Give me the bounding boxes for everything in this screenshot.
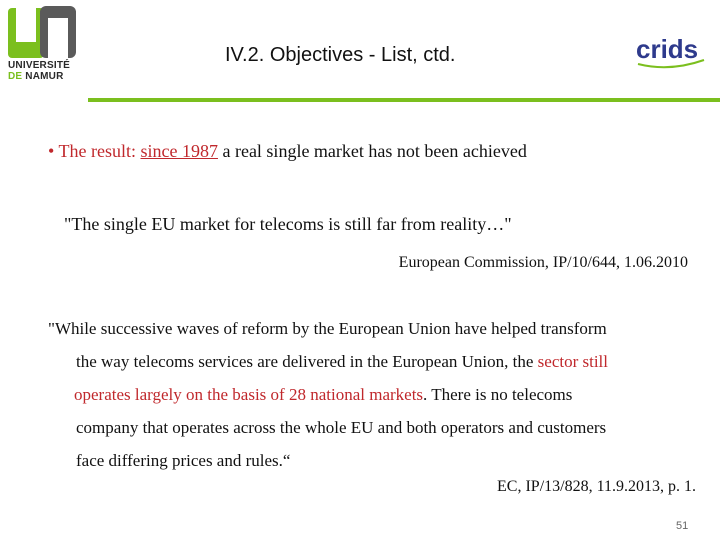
crids-logo-text: crids <box>636 34 699 64</box>
quote-ec <box>48 312 688 477</box>
quote-ec-source: EC, IP/13/828, 11.9.2013, p. 1. <box>497 478 696 495</box>
universite-namur-logo <box>6 4 80 88</box>
crids-logo <box>634 30 708 70</box>
result-bullet <box>48 141 527 162</box>
header-divider <box>88 98 720 102</box>
quote-ec-line-5: face differing prices and rules.“ <box>76 451 291 470</box>
quote-ec-line-2 <box>48 345 688 378</box>
quote-ec-line-3b: . There is no telecoms <box>423 385 573 404</box>
bullet-underlined: since 1987 <box>140 141 218 161</box>
quote-ec-line-4: company that operates across the whole EU and both operators and customers <box>76 418 607 437</box>
quote-ec-line-1: "While successive waves of reform by the European Union have helped transform <box>48 319 607 338</box>
bullet-marker: • <box>48 141 55 161</box>
quote-ec-line-2a: the way telecoms services are delivered in the European Union, the <box>76 352 538 371</box>
quote-ec-highlight-1: sector still <box>537 352 609 371</box>
quote-commission: "The single EU market for telecoms is still far from reality…" <box>64 214 512 234</box>
bullet-rest: a real single market has not been achieved <box>217 141 527 161</box>
slide-title: IV.2. Objectives - List, ctd. <box>225 44 456 66</box>
logo-line-universite: UNIVERSITÉ <box>8 60 71 71</box>
logo-word-namur: NAMUR <box>22 71 64 82</box>
quote-commission-source: European Commission, IP/10/644, 1.06.2010 <box>398 254 688 271</box>
logo-word-de: DE <box>8 71 23 82</box>
bullet-label: The result: <box>58 141 136 161</box>
page-number: 51 <box>676 520 689 532</box>
unamur-mark-icon <box>6 4 80 60</box>
quote-ec-highlight-2: operates largely on the basis of 28 national markets <box>74 385 424 404</box>
quote-ec-line-3 <box>48 378 688 411</box>
